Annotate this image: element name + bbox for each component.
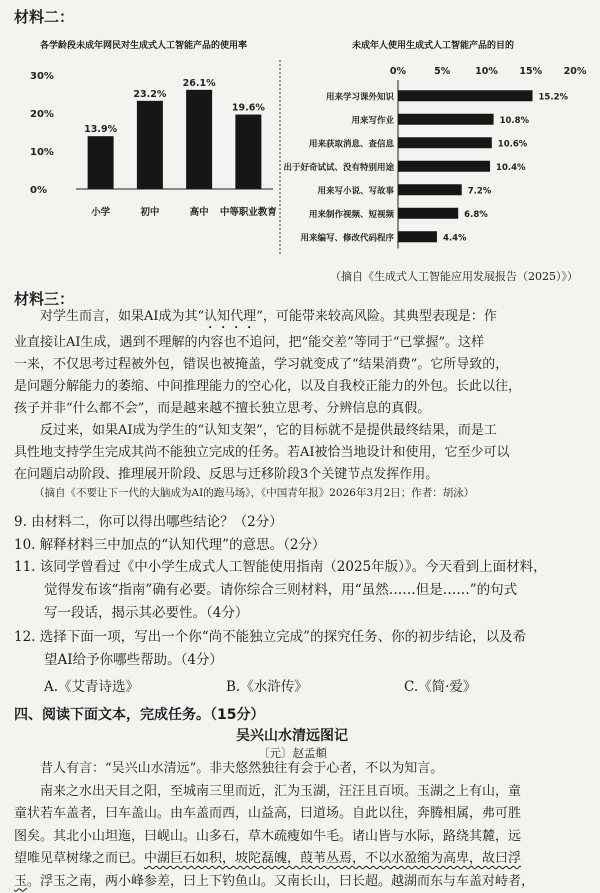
- text-line: [14, 848, 594, 871]
- text-line: 昔人有言：“吴兴山水清远”。非夫悠然独往有会于心者，不以为知言。: [14, 758, 594, 781]
- wavy-underlined-sentence: 玉: [14, 874, 27, 889]
- bar: [88, 136, 114, 189]
- bar-value-label: 10.4%: [496, 163, 526, 173]
- text-line: 一来，不仅思考过程被外包，错误也被掩盖，学习就变成了“结果消费”。它所导致的，: [14, 354, 594, 376]
- option-b: B.《水浒传》: [226, 675, 308, 695]
- bar: [398, 161, 490, 172]
- text-line: 觉得发布该“指南”确有必要。请你综合三则材料，用“虽然……但是……”的句式: [14, 579, 547, 602]
- bar-value-label: 10.8%: [500, 116, 530, 126]
- bar: [398, 208, 458, 219]
- bar-value-label: 26.1%: [183, 78, 216, 89]
- category-label: 用来制作视频、短视频: [309, 209, 395, 220]
- x-tick-label: 中等职业教育: [220, 206, 278, 218]
- material3-heading: 材料三：: [14, 288, 74, 309]
- x-tick-label: 小学: [91, 206, 111, 218]
- chart2-title: 未成年人使用生成式人工智能产品的目的: [352, 38, 514, 51]
- text-line: 具性地支持学生完成其尚不能独立完成的任务。若AI被恰当地设计和使用，它至少可以: [14, 442, 594, 464]
- text-line: 在问题启动阶段、推理展开阶段、反思与迁移阶段3个关键节点发挥作用。: [14, 464, 594, 486]
- y-tick-label: 30%: [30, 71, 54, 82]
- text-line: [14, 871, 594, 893]
- chart2-hbar-chart: [278, 60, 596, 255]
- bar-value-label: 23.2%: [133, 89, 166, 100]
- bar-value-label: 19.6%: [232, 103, 265, 114]
- text-line: 孩子并非“什么都不会”，而是越来越不擅长独立思考、分辨信息的真假。: [14, 398, 594, 420]
- x-tick-label: 15%: [519, 66, 542, 77]
- text-line: 是问题分解能力的萎缩、中间推理能力的空心化，以及自我校正能力的外包。长此以往，: [14, 376, 594, 398]
- category-label: 用来写小说、写故事: [317, 185, 394, 196]
- text-line: 业直接让AI生成，遇到不理解的内容也不追问，把“能交差”等同于“已掌握”。这样: [14, 332, 594, 354]
- text-line: 童状若车盖者，曰车盖山。由车盖而西，山益高，曰道场。自此以往，奔腾相属，弗可胜: [14, 803, 594, 826]
- bar-value-label: 13.9%: [84, 124, 117, 135]
- bar-value-label: 4.4%: [443, 233, 467, 243]
- text-line: 望AI给予你哪些帮助。（4分）: [14, 649, 526, 672]
- x-tick-label: 高中: [190, 206, 210, 218]
- bar: [235, 115, 261, 189]
- y-tick-label: 0%: [30, 185, 47, 196]
- wavy-underlined-sentence: 中湖巨石如积，坡陀磊魄，葭苇丛焉，不以水盈缩为高卑，故曰浮: [144, 851, 521, 866]
- question-12: [14, 626, 526, 672]
- text-line: 图矣。其北小山坦迤，曰岘山。山多石，草木疏瘦如牛毛。诸山皆与水际，路绕其麓，远: [14, 826, 594, 849]
- question-9: 9. 由材料二，你可以得出哪些结论？（2分）: [14, 510, 283, 530]
- bar: [398, 231, 437, 242]
- text-segment: 望唯见草树缘之而已。: [14, 851, 144, 866]
- x-tick-label: 20%: [564, 66, 587, 77]
- material3-paragraph-1: [14, 306, 594, 486]
- x-tick-label: 初中: [139, 206, 160, 218]
- option-c: C.《简·爱》: [404, 675, 476, 695]
- category-label: 用来写作业: [351, 115, 394, 126]
- bar-value-label: 15.2%: [539, 92, 569, 102]
- bar-value-label: 7.2%: [468, 186, 492, 196]
- text-line: 11. 该同学曾看过《中小学生成式人工智能使用指南（2025年版）》。今天看到上面材料，: [14, 556, 547, 579]
- text-line: 南来之水出天目之阳，至城南三里而近，汇为玉湖，汪汪且百顷。玉湖之上有山，童: [14, 781, 594, 804]
- text-segment: 。浮玉之南，两小峰参差，曰上下钓鱼山。又南长山，曰长超。越湖而东与车盖对峙者，: [27, 874, 534, 889]
- passage-author: 〔元〕赵孟頫: [258, 745, 327, 761]
- text-line: 写一段话，揭示其必要性。（4分）: [14, 602, 547, 625]
- question-11: [14, 556, 547, 625]
- section4-heading: 四、阅读下面文本，完成任务。（15分）: [14, 704, 264, 724]
- category-label: 用来编写、修改代码程序: [300, 232, 394, 243]
- text-line: 反过来，如果AI成为学生的“认知支架”，它的目标就不是提供最终结果，而是工: [14, 420, 594, 442]
- bar-value-label: 6.8%: [464, 210, 488, 220]
- emphasized-term: 认知代理: [204, 309, 256, 324]
- category-label: 用来获取消息、查信息: [309, 138, 395, 149]
- text-line: [14, 306, 594, 332]
- question-10: 10. 解释材料三中加点的“认知代理”的意思。（2分）: [14, 533, 325, 553]
- bar: [398, 184, 462, 195]
- x-tick-label: 10%: [475, 66, 498, 77]
- bar: [398, 137, 492, 148]
- text-segment: ”，可能带来较高风险。其典型表现是：作: [256, 309, 497, 324]
- text-segment: 对学生而言，如果AI成为其“: [40, 309, 204, 324]
- chart1-bar-chart: [28, 62, 278, 242]
- bar: [186, 90, 212, 189]
- x-tick-label: 5%: [434, 66, 451, 77]
- bar: [398, 90, 533, 101]
- text-line: 12. 选择下面一项，写出一个你“尚不能独立完成”的探究任务、你的初步结论，以及希: [14, 626, 526, 649]
- y-tick-label: 20%: [30, 109, 54, 120]
- material2-source: （摘自《生成式人工智能应用发展报告（2025）》）: [330, 268, 578, 284]
- bar: [137, 101, 163, 189]
- bar-value-label: 10.6%: [498, 139, 528, 149]
- option-a: A.《艾青诗选》: [44, 675, 139, 695]
- x-tick-label: 0%: [390, 66, 407, 77]
- passage-body: [14, 758, 594, 893]
- category-label: 出于好奇试试、没有特别用途: [283, 162, 394, 173]
- passage-title: 吴兴山水清远图记: [236, 725, 348, 745]
- bar: [398, 114, 494, 125]
- material3-source: （摘自《不要让下一代的大脑成为AI的跑马场》，《中国青年报》2026年3月2日；作者：胡泳）: [34, 485, 474, 500]
- y-tick-label: 10%: [30, 147, 54, 158]
- category-label: 用来学习课外知识: [326, 91, 395, 102]
- chart1-title: 各学龄段未成年网民对生成式人工智能产品的使用率: [40, 38, 247, 51]
- material2-heading: 材料二：: [14, 6, 74, 27]
